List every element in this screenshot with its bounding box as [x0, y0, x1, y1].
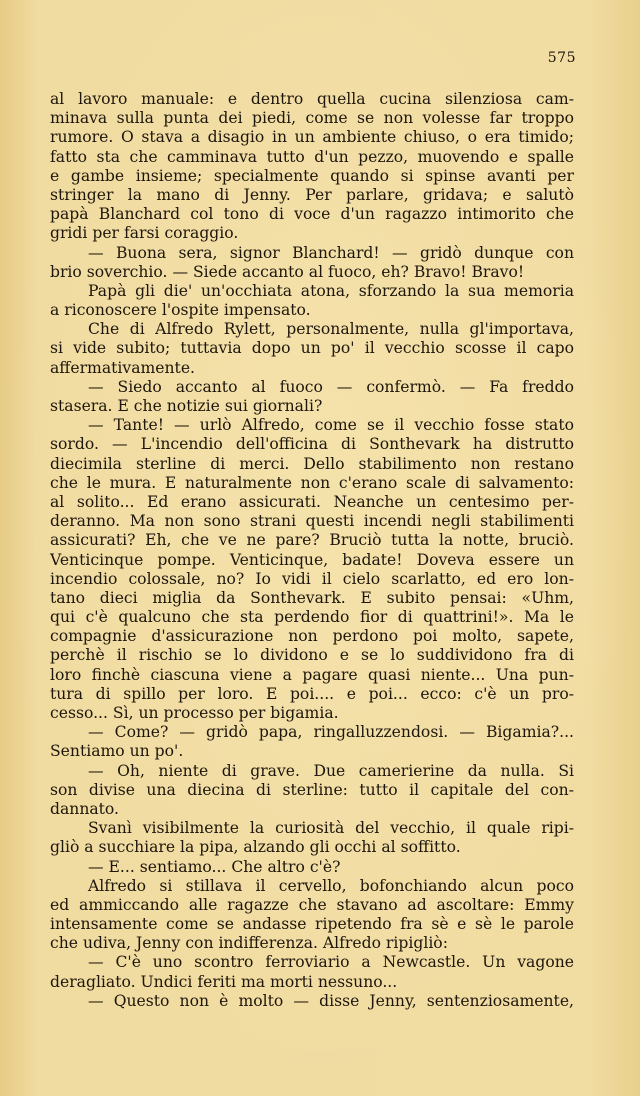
text-line: — Questo non è molto — disse Jenny, sentenziosamente,: [88, 991, 574, 1010]
text-line: — Siedo accanto al fuoco — confermò. — Fa freddo: [88, 377, 574, 396]
text-line: deragliato. Undici feriti ma morti nessuno...: [50, 972, 398, 991]
text-line: al solito... Ed erano assicurati. Neanche un centesimo per-: [50, 492, 574, 511]
text-line: e gambe insieme; specialmente quando si spinse avanti per: [50, 166, 574, 185]
text-line: brio soverchio. — Siede accanto al fuoco, eh? Bravo! Bravo!: [50, 262, 525, 281]
text-line: Che di Alfredo Rylett, personalmente, nulla gl'importava,: [88, 320, 574, 339]
text-line: incendio colossale, no? Io vidi il cielo scarlatto, ed ero lon-: [50, 569, 574, 588]
text-line: Svanì visibilmente la curiosità del vecchio, il quale ripi-: [88, 819, 574, 838]
text-line: compagnie d'assicurazione non perdono poi molto, sapete,: [50, 627, 574, 646]
text-line: papà Blanchard col tono di voce d'un ragazzo intimorito che: [50, 205, 574, 224]
text-line: gridi per farsi coraggio.: [50, 224, 239, 243]
text-line: dannato.: [50, 799, 119, 818]
text-line: Sentiamo un po'.: [50, 742, 184, 761]
text-line: — Come? — gridò papa, ringalluzzendosi. — Bigamia?...: [88, 723, 574, 742]
text-line: qui c'è qualcuno che sta perdendo fior di quattrini!». Ma le: [50, 608, 574, 627]
body-text: [50, 90, 574, 1011]
text-line: ed ammiccando alle ragazze che stavano ad ascoltare: Emmy: [50, 895, 574, 914]
text-line: tano dieci miglia da Sonthevark. E subito pensai: «Uhm,: [50, 588, 574, 607]
text-line: gliò a succhiare la pipa, alzando gli occhi al soffitto.: [50, 838, 461, 857]
text-line: intensamente come se andasse ripetendo fra sè e sè le parole: [50, 915, 574, 934]
text-line: sordo. — L'incendio dell'officina di Sonthevark ha distrutto: [50, 435, 574, 454]
text-line: — E... sentiamo... Che altro c'è?: [88, 857, 341, 876]
text-line: Venticinque pompe. Venticinque, badate! Doveva essere un: [50, 550, 574, 569]
text-line: al lavoro manuale: e dentro quella cucina silenziosa cam-: [50, 90, 574, 108]
text-line: assicurati? Eh, che ve ne pare? Bruciò tutta la notte, bruciò.: [50, 531, 574, 550]
text-line: tura di spillo per loro. E poi.... e poi... ecco: c'è un pro-: [50, 684, 574, 703]
text-line: deranno. Ma non sono strani questi incendi negli stabilimenti: [50, 512, 574, 531]
text-line: loro finchè ciascuna viene a pagare quasi niente... Una pun-: [50, 665, 574, 684]
text-line: Alfredo si stillava il cervello, bofonchiando alcun poco: [88, 876, 574, 895]
text-line: — C'è uno scontro ferroviario a Newcastle. Un vagone: [88, 953, 574, 972]
text-line: stasera. E che notizie sui giornali?: [50, 397, 323, 415]
text-line: — Oh, niente di grave. Due camerierine da nulla. Si: [88, 761, 574, 780]
text-line: perchè il rischio se lo dividono e se lo suddividono fra di: [50, 646, 574, 665]
text-line: che le mura. E naturalmente non c'erano scale di salvamento:: [50, 473, 574, 492]
text-line: — Tante! — urlò Alfredo, come se il vecchio fosse stato: [88, 416, 574, 435]
text-line: rumore. O stava a disagio in un ambiente chiuso, o era timido;: [50, 128, 574, 147]
text-line: son divise una diecina di sterline: tutto il capitale del con-: [50, 780, 574, 799]
text-line: cesso... Sì, un processo per bigamia.: [50, 704, 339, 722]
text-line: Papà gli die' un'occhiata atona, sforzando la sua memoria: [88, 281, 574, 300]
page-number: 575: [547, 50, 576, 66]
text-line: minava sulla punta dei piedi, come se non volesse far troppo: [50, 109, 574, 128]
text-line: si vide subito; tuttavia dopo un po' il vecchio scosse il capo: [50, 339, 574, 358]
text-line: — Buona sera, signor Blanchard! — gridò dunque con: [88, 243, 574, 262]
text-line: che udiva, Jenny con indifferenza. Alfredo ripigliò:: [50, 934, 448, 953]
text-line: a riconoscere l'ospite impensato.: [50, 301, 311, 320]
text-line: fatto sta che camminava tutto d'un pezzo, muovendo e spalle: [50, 147, 574, 166]
text-line: stringer la mano di Jenny. Per parlare, gridava; e salutò: [50, 185, 574, 204]
text-line: affermativamente.: [50, 358, 196, 377]
text-line: diecimila sterline di merci. Dello stabilimento non restano: [50, 454, 574, 473]
